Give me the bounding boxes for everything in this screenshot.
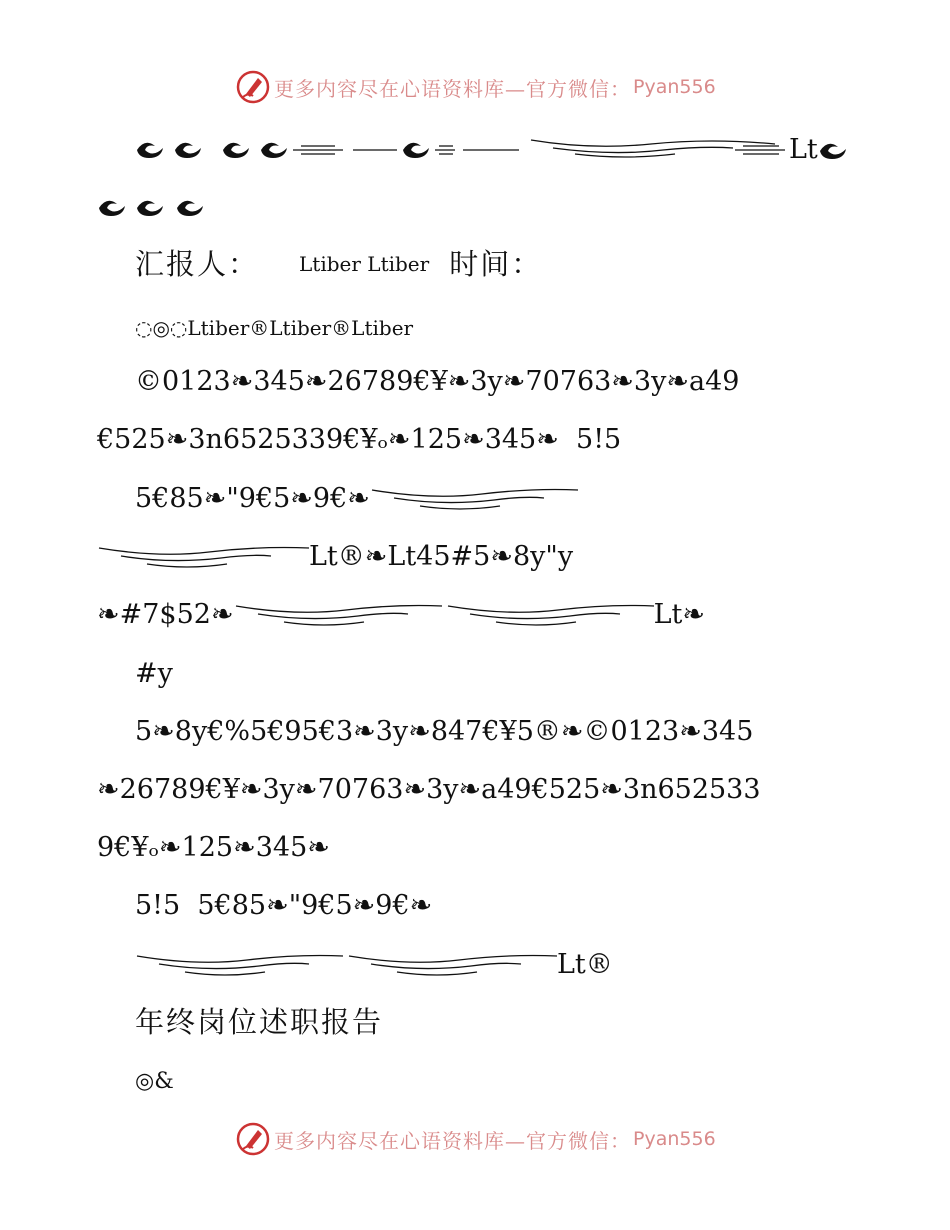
text-line-15 xyxy=(135,948,613,982)
document-title-row xyxy=(135,1006,383,1038)
text-line-6-content: €525❧3n6525339€¥ₒ❧125❧345❧ 5!5 xyxy=(97,424,622,455)
text-line-13-content: 9€¥ₒ❧125❧345❧ xyxy=(97,832,330,863)
text-line-5 xyxy=(135,366,739,398)
flourish-ornament-icon xyxy=(135,132,785,168)
reporter-placeholder: Ltiber Ltiber xyxy=(299,252,430,276)
text-line-9 xyxy=(97,598,705,632)
text-line-15-content: Lt® xyxy=(557,949,613,980)
time-label: 时间： xyxy=(449,247,543,281)
text-line-10 xyxy=(135,658,173,690)
wave-ornament-icon xyxy=(234,598,654,632)
flourish-ornament-icon xyxy=(818,135,854,165)
ornament-row-1 xyxy=(135,132,854,168)
pen-logo-icon xyxy=(236,1122,270,1156)
text-line-4 xyxy=(135,312,413,344)
ornament-tail-text: Lt xyxy=(789,134,818,165)
reporter-time-row xyxy=(135,248,542,280)
wave-ornament-icon xyxy=(97,540,309,574)
text-line-11 xyxy=(135,716,753,748)
text-line-8-content: Lt®❧Lt45#5❧8y"y xyxy=(309,541,574,572)
text-line-12 xyxy=(97,774,761,806)
watermark-text: 更多内容尽在心语资料库—官方微信： xyxy=(274,1128,631,1153)
text-line-9-content-a: ❧#7$52❧ xyxy=(97,599,234,630)
pen-logo-icon xyxy=(236,70,270,104)
text-line-17-content: ◎& xyxy=(135,1069,174,1094)
text-line-14 xyxy=(135,890,432,922)
watermark-wechat-id: Pyan556 xyxy=(633,1128,716,1150)
text-line-7 xyxy=(135,482,580,516)
text-line-12-content: ❧26789€¥❧3y❧70763❧3y❧a49€525❧3n652533 xyxy=(97,774,761,805)
text-line-11-content: 5❧8y€%5€95€3❧3y❧847€¥5®❧©0123❧345 xyxy=(135,716,754,747)
text-line-17 xyxy=(135,1066,174,1098)
text-line-9-content-b: Lt❧ xyxy=(653,599,705,630)
text-line-10-content: #y xyxy=(135,658,173,689)
document-title: 年终岗位述职报告 xyxy=(135,1005,384,1039)
text-line-8 xyxy=(97,540,573,574)
reporter-label: 汇报人： xyxy=(135,247,260,281)
text-line-13 xyxy=(97,832,330,864)
flourish-ornament-icon xyxy=(97,190,217,224)
watermark-wechat-id: Pyan556 xyxy=(633,76,716,98)
watermark-banner-top xyxy=(236,70,716,104)
text-line-5-content: ©0123❧345❧26789€¥❧3y❧70763❧3y❧a49 xyxy=(135,366,740,397)
text-line-14-content: 5!5 5€85❧"9€5❧9€❧ xyxy=(135,890,433,921)
watermark-text: 更多内容尽在心语资料库—官方微信： xyxy=(274,76,631,101)
ornament-row-2 xyxy=(97,190,217,224)
text-line-7-content: 5€85❧"9€5❧9€❧ xyxy=(135,483,370,514)
text-line-6 xyxy=(97,424,621,456)
wave-ornament-icon xyxy=(135,948,557,982)
text-line-4-content: ◌◎◌Ltiber®Ltiber®Ltiber xyxy=(135,316,414,340)
wave-ornament-icon xyxy=(370,482,580,516)
watermark-banner-bottom xyxy=(236,1122,716,1156)
